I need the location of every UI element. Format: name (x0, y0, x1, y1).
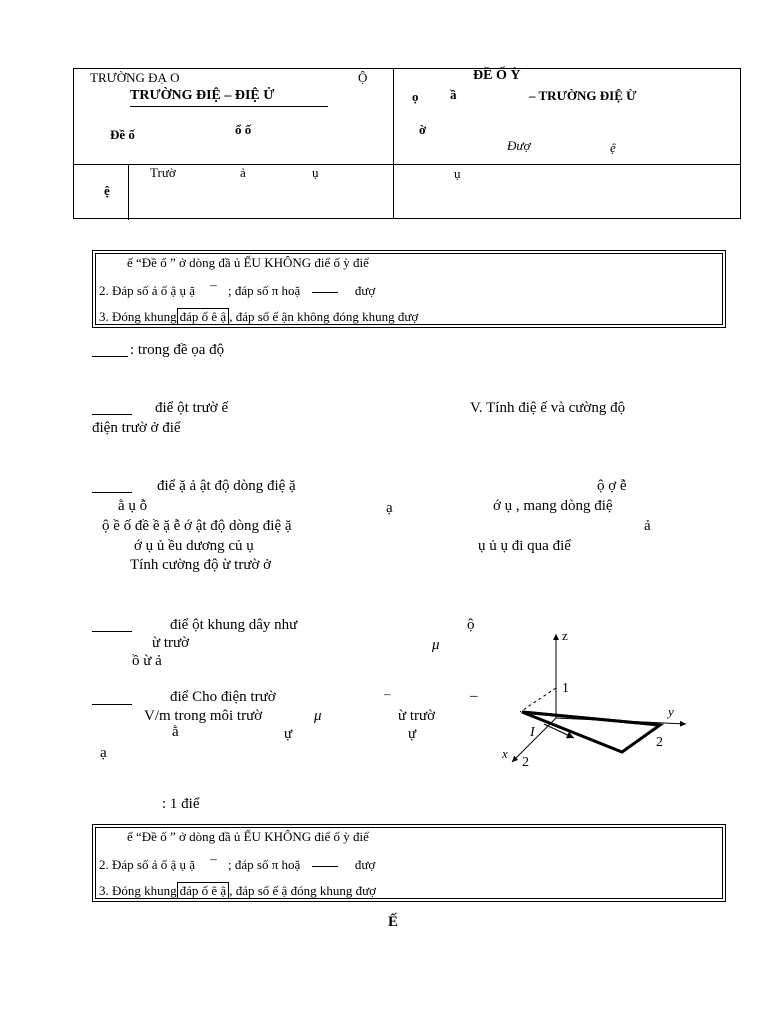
row2-text-c: ụ (312, 165, 319, 180)
note2-line-2 (99, 851, 376, 873)
subject-faculty: – TRƯỜNG ĐIỆ Ừ (529, 88, 637, 103)
university-name: TRƯỜNG ĐẠ O (90, 70, 180, 85)
score-note: : 1 điể (162, 796, 200, 812)
question-4-sup2: – (470, 688, 478, 704)
question-1-right: V. Tính điệ ế và cường độ (470, 400, 626, 416)
question-3-line3: ồ ừ ả (132, 653, 162, 669)
z-label: z (562, 628, 568, 643)
question-0: : trong đề ọa độ (130, 342, 225, 358)
question-2-line3: ộ ề ố đề ề ặ ễ ớ ật độ dòng điệ ặ (102, 518, 292, 534)
question-2-line2c: ớ ụ , mang dòng điệ (493, 498, 613, 514)
header-divider (393, 69, 394, 218)
question-4-mu: μ (314, 708, 322, 724)
subject-label: ọ (412, 89, 419, 104)
answer-blank-0 (92, 356, 128, 357)
fraction-bar-2 (312, 866, 338, 867)
question-3-line1b: ộ (467, 617, 475, 633)
x-label: x (502, 746, 508, 761)
question-4-line3a: ằ (172, 724, 179, 740)
row2-text-b: ả (240, 165, 246, 180)
answer-blank-2 (92, 492, 132, 493)
note-line-3-text: 3. Đóng khung (99, 309, 177, 324)
question-3-line2: ừ trườ (152, 635, 190, 651)
note2-line-2-sup: – (210, 851, 217, 866)
faculty-name: TRƯỜNG ĐIỆ – ĐIỆ Ử (130, 88, 275, 103)
question-4-line2c: ừ trườ (398, 708, 436, 724)
answer-blank-4 (92, 704, 132, 705)
answer-blank-1 (92, 414, 132, 415)
point-one-label: 1 (562, 681, 569, 696)
note2-line-1: ế “Đề ố ” ở dòng đầ ủ ẾU KHÔNG điể ố ỳ điể (127, 829, 369, 844)
question-4-line3b: ự (284, 726, 293, 742)
boxed-answer-example: đáp ố ê ậ (177, 308, 230, 325)
exam-code-label: Đề ố (110, 127, 135, 142)
note-line-2-text: 2. Đáp số ả ố ậ ụ ặ (99, 283, 196, 298)
question-2-line4b: ụ ủ ụ đi qua điể (478, 538, 571, 554)
question-4-line3c: ự (408, 726, 417, 742)
question-4-line4: ạ (100, 745, 107, 761)
boxed-answer-example-2: đáp ố ê ậ (177, 882, 230, 899)
question-4-sup1: – (384, 686, 391, 701)
allowed-label: Đượ (507, 138, 531, 153)
note2-line-3-text: 3. Đóng khung (99, 883, 177, 898)
instructions-box-2 (92, 824, 726, 902)
exam-title: ĐỀ Ố Ỳ (473, 68, 521, 83)
point-two-right-label: 2 (656, 735, 663, 750)
note2-line-2-pi: ; đáp số π hoặ (228, 857, 301, 872)
question-3-mu: μ (432, 637, 440, 653)
question-2-line2: ằ ụ ỗ (118, 498, 148, 514)
question-2-line1b: ộ ợ ễ (597, 478, 627, 494)
note2-line-3 (99, 883, 376, 899)
question-2-line1: điể ặ ả ật độ dòng điệ ặ (157, 478, 296, 494)
coil-figure (496, 628, 696, 774)
answer-blank-3 (92, 631, 132, 632)
current-label: I (530, 725, 535, 740)
note-line-2-sup: – (210, 277, 217, 292)
note-line-3-end: , đáp số ế ận không đóng khung đượ (229, 309, 419, 324)
question-1: điể ột trườ ế (155, 400, 229, 416)
time-label: ờ (419, 122, 427, 137)
end-marker: Ế (388, 914, 399, 930)
note-line-3 (99, 309, 418, 325)
note-line-2-end: đượ (354, 283, 376, 298)
question-2-line5: Tính cường độ ừ trườ ở (130, 557, 272, 573)
subject-mid: ầ (450, 87, 457, 102)
note2-line-3-end: , đáp số ế ậ đóng khung đượ (229, 883, 376, 898)
university-name-end: Ộ (358, 70, 368, 85)
faculty-underline (130, 106, 328, 107)
point-two-bottom-label: 2 (522, 755, 529, 770)
note2-line-2-end: đượ (354, 857, 376, 872)
row2-right: ụ (454, 166, 461, 181)
loop-top-edge (522, 712, 660, 725)
header-row2-divider (128, 164, 129, 220)
instructions-box (92, 250, 726, 328)
row2-label: ệ (104, 183, 110, 198)
fraction-bar (312, 292, 338, 293)
question-4-line1: điể Cho điện trườ (170, 689, 276, 705)
question-2-line4: ớ ụ ủ ều dương củ ụ (134, 538, 254, 554)
question-2-line3b: ả (644, 518, 651, 534)
question-1-line2: điện trườ ở điể (92, 420, 181, 436)
row2-text-a: Trườ (150, 165, 176, 180)
allowed-end: ệ (610, 140, 616, 155)
question-4-line2: V/m trong môi trườ (144, 708, 263, 724)
question-2-line2b: ạ (386, 500, 393, 516)
note-line-1: ế “Đề ố ” ở dòng đầ ủ ẾU KHÔNG điể ố ỳ điể (127, 255, 369, 270)
dashed-guide (520, 688, 556, 712)
note-line-2-pi: ; đáp số π hoặ (228, 283, 301, 298)
note2-line-2-text: 2. Đáp số ả ố ậ ụ ặ (99, 857, 196, 872)
exam-code-value: ổ ố (235, 122, 252, 137)
question-3-line1: điể ột khung dây như (170, 617, 298, 633)
note-line-2 (99, 277, 376, 299)
y-label: y (668, 704, 674, 719)
